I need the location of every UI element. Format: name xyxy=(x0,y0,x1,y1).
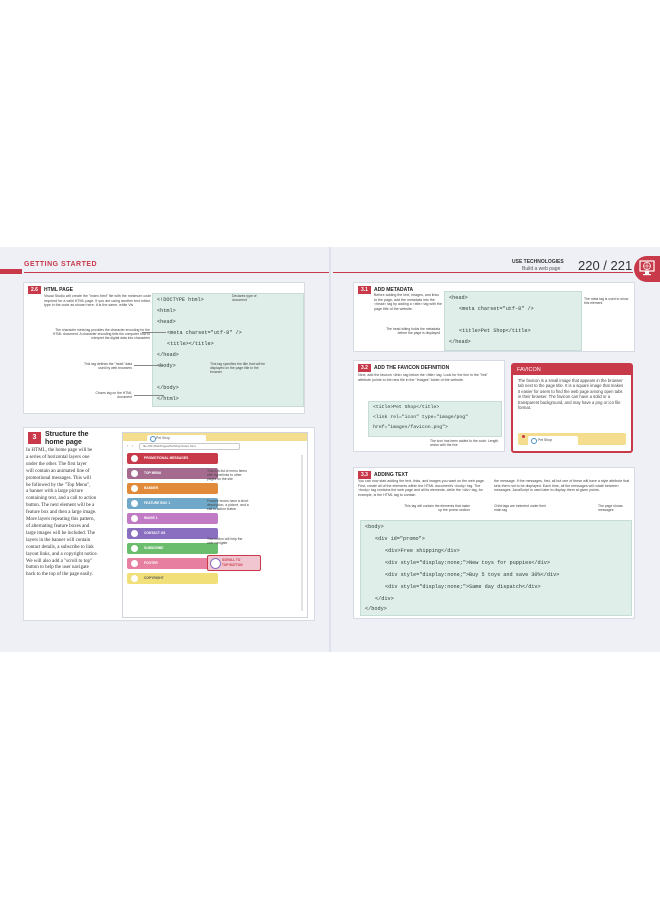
megaphone-icon xyxy=(131,455,138,462)
code-line: <div>Free shipping</div> xyxy=(385,548,460,554)
body-line: button to help the user navigate xyxy=(26,565,89,571)
image-icon xyxy=(131,515,138,522)
step-intro: Next, add the favicon <link> tag below the <title> tag. Look for the line in the "link" attribute points to the new file in the "images" folder of the website. xyxy=(358,373,488,382)
strip-label: SUBSCRIBE xyxy=(144,546,164,550)
code-line: <div style="display:none;">Same day dispatch</div> xyxy=(385,584,541,590)
note-indent: Child tags are indented under their main tag xyxy=(494,504,547,513)
scroll-label: SCROLL TO xyxy=(222,558,241,562)
step-number: 2.6 xyxy=(28,286,41,294)
phone-icon xyxy=(131,530,138,537)
step-title: ADDING TEXT xyxy=(374,472,408,478)
step-number: 3.1 xyxy=(358,286,371,294)
arrow-up-icon xyxy=(210,558,221,569)
step-intro-left: You can now start adding the text, links, and images you want on the web page. First, create all of the elements within the HTML document's <body> tag. The <body> tag contains the web page and all its elements, while the <div> tag, for example, is the HTML tag to contain xyxy=(358,479,485,497)
strip-label: IMAGE 1 xyxy=(144,516,158,520)
code-line: <html> xyxy=(157,308,176,314)
body-line: More layers repeating this pattern, xyxy=(26,517,95,523)
dot-icon xyxy=(522,435,525,438)
note-head-metadata: The head sitting holds the metadata before the page is displayed xyxy=(386,327,440,336)
body-line: large images will be included. The xyxy=(26,530,95,536)
page-numbers: 220 / 221 xyxy=(578,258,633,273)
code-block xyxy=(368,401,502,437)
body-line: layers in the banner will contain xyxy=(26,537,91,543)
code-line: <title></title> xyxy=(167,341,214,347)
body-line: under the other. The first layer xyxy=(26,461,87,467)
code-line: <!DOCTYPE html> xyxy=(157,297,204,303)
browser-tab[interactable]: Pet Shop xyxy=(147,435,206,441)
code-line: <head> xyxy=(157,319,176,325)
strip-promotional-messages xyxy=(127,453,218,464)
step-number: 3.3 xyxy=(358,471,371,479)
body-line: a banner with a large picture xyxy=(26,489,83,495)
menu-icon xyxy=(131,470,138,477)
strip-image xyxy=(127,513,218,524)
section-title: GETTING STARTED xyxy=(24,261,98,268)
strip-banner xyxy=(127,483,218,494)
forward-arrow-icon[interactable]: › xyxy=(132,443,134,448)
step-title: ADD THE FAVICON DEFINITION xyxy=(374,365,450,371)
banner-icon xyxy=(131,485,138,492)
body-line: promotional messages. This will xyxy=(26,475,91,481)
step-number: 3.2 xyxy=(358,364,371,372)
step-3-3-panel xyxy=(353,467,635,619)
code-line: href="images/favicon.png"> xyxy=(373,425,448,430)
strip-label: PROMOTIONAL MESSAGES xyxy=(144,456,189,460)
favicon-heading: FAVICON xyxy=(513,365,631,375)
leader-line xyxy=(134,395,164,396)
code-block xyxy=(444,291,582,351)
code-line: <body> xyxy=(157,363,176,369)
chapter-title: USE TECHNOLOGIES xyxy=(512,259,564,265)
note-doctype: Declares type of document xyxy=(232,294,257,303)
preview-tab xyxy=(528,436,578,445)
body-line: contact details, a subscribe to link xyxy=(26,544,94,550)
body-copy xyxy=(26,448,118,579)
note-meta: The character meta tag provides the character encoding for the HTML document. A character encoding tells the computer how to interpret the digital data into characters xyxy=(52,328,150,341)
code-line: <title>Pet Shop</title> xyxy=(459,328,531,334)
favicon-icon xyxy=(531,438,537,444)
code-line: <meta charset="utf-8" /> xyxy=(459,306,534,312)
step-3-2-panel xyxy=(353,360,505,452)
body-line: containing text, and a call to action xyxy=(26,496,97,502)
code-line: <div style="display:none;">Buy 5 toys and save 30%</div> xyxy=(385,572,560,578)
code-line: <title>Pet Shop</title> xyxy=(373,405,440,410)
scrollbar[interactable] xyxy=(301,455,303,611)
page-gutter xyxy=(329,247,331,652)
strip-footer xyxy=(127,558,218,569)
strip-label: BANNER xyxy=(144,486,159,490)
body-line: We will also add a "scroll to top" xyxy=(26,558,93,564)
step-3-1-panel xyxy=(353,282,635,352)
strip-label: TOP MENU xyxy=(144,471,162,475)
code-line: </html> xyxy=(157,396,179,402)
code-block xyxy=(360,520,632,616)
body-line: be followed by the "Top Menu", xyxy=(26,482,91,488)
leader-line xyxy=(142,332,166,333)
favicon-tab-preview xyxy=(518,433,626,445)
code-line: </div> xyxy=(375,596,394,602)
note-html: Closes tag on the HTML document xyxy=(95,391,132,400)
code-line: <body> xyxy=(365,524,384,530)
copyright-icon xyxy=(131,575,138,582)
step-3-panel xyxy=(23,427,315,621)
tab-favicon-icon xyxy=(150,436,156,442)
code-line: <head> xyxy=(449,295,468,301)
note-promo-div: This tag will contain the elements that make up the promo section xyxy=(404,504,470,513)
section-marker xyxy=(0,269,22,274)
step-title: HTML PAGE xyxy=(44,287,73,293)
back-arrow-icon[interactable]: ‹ xyxy=(127,443,129,448)
strip-top-menu xyxy=(127,468,218,479)
body-line: will contain an animated line of xyxy=(26,468,90,474)
body-line: feature box and then a large image. xyxy=(26,510,97,516)
feature-icon xyxy=(131,500,138,507)
note-feature: Feature boxes have a short description, a picture, and a call to action button xyxy=(207,499,249,512)
note-head: This tag defines the "head" data used by web browsers xyxy=(83,362,132,371)
code-line: <div id="promo"> xyxy=(375,536,425,542)
note-title: This tag specifies the title that will be displayed on the page title in the browser xyxy=(210,362,266,375)
code-line: </head> xyxy=(157,352,179,358)
note-meta-tag: The meta tag is used to show this element xyxy=(584,297,629,306)
favicon-info-card xyxy=(511,363,633,453)
strip-label: CONTACT US xyxy=(144,531,166,535)
body-line: a series of horizontal layers one xyxy=(26,454,90,460)
step-title: ADD METADATA xyxy=(374,287,414,293)
scroll-label: TOP BUTTON xyxy=(222,563,243,567)
note-favicon-code: The icon has been added to the code. Length works with the line xyxy=(430,439,499,448)
strip-contact-us xyxy=(127,528,218,539)
body-line: layout links, and a copyright notice. xyxy=(26,551,98,557)
step-intro: Visual Studio will create the "index.html" file with the minimum code required for a valid HTML page. If you are using another text editor, type in the code as shown here. It is the same, while Vis xyxy=(44,294,152,308)
scroll-to-top-button[interactable] xyxy=(207,555,261,571)
header-rule-left xyxy=(24,272,329,273)
strip-subscribe xyxy=(127,543,218,554)
step-intro-right: the message. If the messages, first, all but one of these will have a style attribute that sets them not to be displayed. Each time, all the messages will rotate between messages. JavaScript is used later to display them at given points. xyxy=(494,479,630,493)
book-spread xyxy=(0,247,660,652)
strip-label: FEATURE BOX 1 xyxy=(144,501,171,505)
leader-line xyxy=(134,365,164,366)
strip-label: COPYRIGHT xyxy=(144,576,164,580)
note-scroll: This button will help the user navigate xyxy=(207,537,243,546)
preview-tab-label: Pet Shop xyxy=(538,438,552,442)
strip-label: FOOTER xyxy=(144,561,158,565)
address-bar[interactable]: file:///D:/WebPages/PetShop/Index.html xyxy=(139,443,240,450)
globe-icon xyxy=(634,256,660,282)
body-line: button. The next element will be a xyxy=(26,503,95,509)
strip-copyright xyxy=(127,573,218,584)
code-line: <div style="display:none;">New toys for puppies</div> xyxy=(385,560,550,566)
code-line: </body> xyxy=(365,606,387,612)
step-title-line1: Structure the xyxy=(45,431,89,438)
body-line: of alternating feature boxes and xyxy=(26,523,90,529)
code-line: </body> xyxy=(157,385,179,391)
note-top-menu: This is a list of menu items with hyperlinks to other pages on the site xyxy=(207,469,247,482)
body-line: In HTML, the home page will be xyxy=(26,448,93,453)
code-line: <link rel="icon" type="image/png" xyxy=(373,415,468,420)
body-line: back to the top of the page easily. xyxy=(26,572,93,578)
footer-icon xyxy=(131,560,138,567)
step-2-6-panel xyxy=(23,282,305,414)
code-line: </head> xyxy=(449,339,471,345)
step-title-line2: home page xyxy=(45,439,82,446)
step-intro: Before adding the text, images, and links to the page, add the metadata into the <head> tag by adding a <title> tag with the page title of the website. xyxy=(374,293,442,311)
code-line: <meta charset="utf-8" /> xyxy=(167,330,242,336)
mail-icon xyxy=(131,545,138,552)
favicon-text: The favicon is a small image that appears in the browser tab next to the page title. It is a square image that makes it easier for users to find the web page among open tabs in their browser. The favicon can have a solid or a transparent background, and may have a png or ico file format. xyxy=(518,378,624,411)
step-number: 3 xyxy=(28,432,41,444)
code-block xyxy=(152,293,304,407)
note-messages: The page shows messages xyxy=(598,504,623,513)
topic-title: Build a web page xyxy=(522,266,561,272)
browser-mockup xyxy=(122,432,308,618)
strip-feature-box xyxy=(127,498,218,509)
